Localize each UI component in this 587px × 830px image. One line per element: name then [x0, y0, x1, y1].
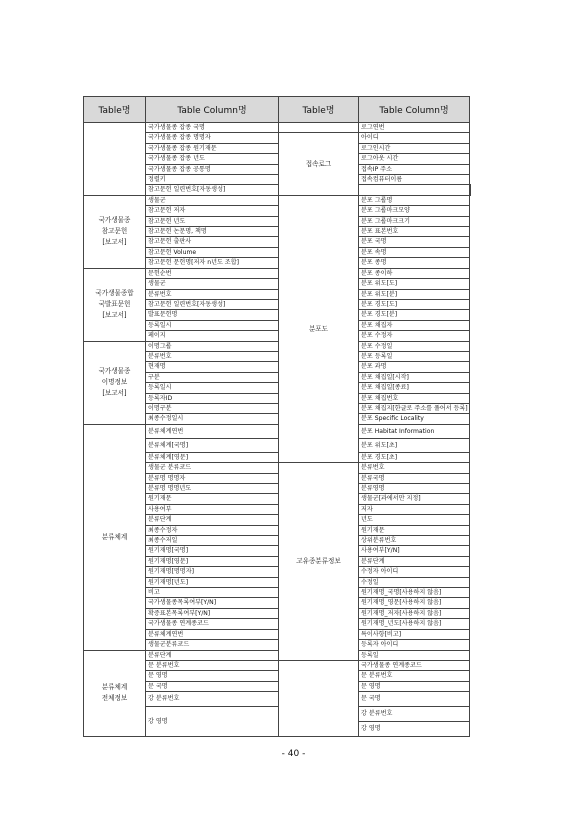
column-name-left: 국가생물종 잡종 명명자	[146, 133, 279, 143]
column-name-left: 생물군분류코드	[146, 640, 279, 650]
column-name-left: 분류단계	[146, 515, 279, 525]
column-name-right	[470, 185, 471, 195]
column-name-left: 문 분류번호	[146, 660, 279, 670]
column-name-left: 발표문헌명	[146, 310, 279, 320]
column-name-left: 분류체계[국명]	[146, 438, 279, 452]
column-name-left: 페이지	[146, 331, 279, 341]
column-name-left: 분류체계연번	[146, 629, 279, 639]
column-name-right: 로그아웃 시간	[359, 154, 470, 164]
column-name-right: 분포 과명	[359, 362, 470, 372]
column-name-right: 로그인시간	[359, 143, 470, 153]
column-name-left: 비고	[146, 588, 279, 598]
group-ref-report: 국가생물종 참고문헌 [보고서]	[84, 195, 146, 268]
column-name-left: 원기재명[영문]	[146, 556, 279, 566]
group-cell-empty	[279, 660, 359, 736]
column-name-left: 최종수저일	[146, 536, 279, 546]
column-name-right: 분포 속명	[359, 247, 470, 257]
column-name-left: 사용여부	[146, 504, 279, 514]
column-name-right: 분포 경도[분]	[359, 310, 470, 320]
table-row	[84, 195, 471, 205]
table-header-row	[84, 97, 471, 123]
table-row	[84, 424, 471, 438]
column-name-left: 분류명 명명년도	[146, 484, 279, 494]
column-name-right: 문 분류번호	[359, 671, 470, 681]
column-name-right: 강 영명	[359, 722, 470, 737]
group-distribution: 분포도	[279, 195, 359, 462]
column-name-right: 강 분류번호	[359, 707, 470, 722]
column-name-right: 문 국명	[359, 692, 470, 707]
column-name-right: 원기재명_년도[사용하지 않음]	[359, 619, 470, 629]
column-name-right: 분포 위도[도]	[359, 279, 470, 289]
column-name-left: 강 분류번호	[146, 692, 279, 707]
table-row	[84, 650, 471, 660]
group-cell-empty	[359, 185, 470, 195]
group-access-log: 접속로그	[279, 133, 359, 195]
column-name-left: 등록자ID	[146, 393, 279, 403]
column-name-right: 생물군[과에서만 지정]	[359, 494, 470, 504]
table-row	[84, 341, 471, 351]
group-endemic-info: 고유종분류정보	[279, 463, 359, 661]
column-name-left: 국가생물종 연계종코드	[146, 619, 279, 629]
group-cell-empty	[279, 123, 359, 133]
column-name-right: 원기재명_저자[사용하지 않음]	[359, 608, 470, 618]
column-name-right: 분포 Specific Locality	[359, 414, 470, 424]
column-name-left: 국가생물종 잡종 공통명	[146, 164, 279, 174]
column-name-right: 분포 채집번호	[359, 393, 470, 403]
column-name-right: 국가생물종 연계종코드	[359, 660, 470, 670]
column-name-left: 원기재명[명명자]	[146, 567, 279, 577]
column-name-left: 생물군	[146, 279, 279, 289]
column-name-left: 문 국명	[146, 681, 279, 691]
column-name-left: 문헌순번	[146, 268, 279, 278]
column-name-right: 분류번호	[359, 463, 470, 473]
column-name-left: 참고문헌 문헌명[저자 n년도 조합]	[146, 258, 279, 268]
column-name-right: 등록자 아이디	[359, 640, 470, 650]
column-name-right: 수정일	[359, 577, 470, 587]
column-name-left: 분류번호	[146, 351, 279, 361]
column-name-right: 분포 그룹마크모양	[359, 206, 470, 216]
column-definition-table	[83, 96, 471, 737]
column-name-right: 문 영명	[359, 681, 470, 691]
column-name-right: 분포 위도[분]	[359, 289, 470, 299]
column-name-right: 분포 경도[도]	[359, 299, 470, 309]
column-name-left: 분류체계연번	[146, 424, 279, 438]
column-name-left: 참고문헌 저자	[146, 206, 279, 216]
column-name-right: 분포 등록일	[359, 351, 470, 361]
header-column-name-2: Table Column명	[359, 97, 470, 123]
column-name-left: 강 영명	[146, 707, 279, 737]
column-name-right: 분류영명	[359, 484, 470, 494]
column-name-right: 사용여부[Y/N]	[359, 546, 470, 556]
header-table-name-2: Table명	[279, 97, 359, 123]
column-name-right: 저자	[359, 504, 470, 514]
column-name-left: 원기재명[국명]	[146, 546, 279, 556]
column-name-left: 국가생물종 잡종 원기재문	[146, 143, 279, 153]
column-name-right: 로그연번	[359, 123, 470, 133]
column-name-left: 분류번호	[146, 289, 279, 299]
column-name-right: 분포 채집지[한글로 주소를 풀어서 등록]	[359, 403, 470, 413]
column-name-right: 상위분류번호	[359, 536, 470, 546]
column-name-left: 분류체계[영문]	[146, 452, 279, 462]
column-name-left: 국가생물종 잡종 국명	[146, 123, 279, 133]
column-name-right: 분포 표본번호	[359, 227, 470, 237]
column-name-right: 분포 경도[초]	[359, 452, 470, 462]
group-cell-empty	[84, 123, 146, 196]
column-name-left: 이명구분	[146, 403, 279, 413]
column-name-left: 구분	[146, 372, 279, 382]
column-name-left: 최종수정자	[146, 525, 279, 535]
group-ref-publication: 국가생물종합 국발표문헌 [보고서]	[84, 268, 146, 341]
column-name-left: 국가생물종목록여부[Y/N]	[146, 598, 279, 608]
group-classification: 분류체계	[84, 424, 146, 650]
column-name-left: 확증표본목록여부[Y/N]	[146, 608, 279, 618]
column-name-left: 참고문헌 논문명, 책명	[146, 227, 279, 237]
column-name-left: 문 영명	[146, 671, 279, 681]
column-name-right: 분포 종이하	[359, 268, 470, 278]
column-name-right: 분포 채집일[시작]	[359, 372, 470, 382]
column-name-left: 최종수정일시	[146, 414, 279, 424]
column-name-left: 원기재문	[146, 494, 279, 504]
column-name-right: 아이디	[359, 133, 470, 143]
header-column-name-1: Table Column명	[146, 97, 279, 123]
column-name-left: 국가생물종 잡종 년도	[146, 154, 279, 164]
column-name-right: 분포 채집자	[359, 320, 470, 330]
column-name-right: 분포 그룹마크크기	[359, 216, 470, 226]
column-name-left: 참고문헌 출판사	[146, 237, 279, 247]
column-name-right: 접속컴퓨터이름	[359, 175, 470, 185]
column-name-left: 원기재명[년도]	[146, 577, 279, 587]
column-name-left: 참고문헌 일련번호[자동생성]	[146, 185, 279, 195]
column-name-right: 년도	[359, 515, 470, 525]
column-name-right: 특이사항[비고]	[359, 629, 470, 639]
column-name-right: 분포 종명	[359, 258, 470, 268]
group-classification-full: 분류체계 전체정보	[84, 650, 146, 737]
column-name-right: 분포 Habitat Information	[359, 424, 470, 438]
column-name-right: 분포 국명	[359, 237, 470, 247]
table-row	[84, 123, 471, 133]
column-name-right: 접속IP 주소	[359, 164, 470, 174]
column-name-right: 원기재명_영문[사용하지 않음]	[359, 598, 470, 608]
column-name-left: 정렬키	[146, 175, 279, 185]
column-name-left: 참고문헌 Volume	[146, 247, 279, 257]
page-number: - 40 -	[281, 749, 306, 759]
column-name-left: 분류명 명명자	[146, 473, 279, 483]
table-row	[84, 268, 471, 278]
column-name-right: 분류국명	[359, 473, 470, 483]
column-name-right: 분류단계	[359, 556, 470, 566]
column-name-right: 원기재문	[359, 525, 470, 535]
column-name-right: 원기재명_국명[사용하지 않음]	[359, 588, 470, 598]
column-name-left: 현재명	[146, 362, 279, 372]
column-name-left: 생물군	[146, 195, 279, 205]
column-name-right: 등록일	[359, 650, 470, 660]
column-name-left: 분류단계	[146, 650, 279, 660]
column-name-right: 분포 수정자	[359, 331, 470, 341]
column-name-left: 등록일시	[146, 383, 279, 393]
column-name-left: 참고문헌 년도	[146, 216, 279, 226]
group-species-name-info: 국가생물종 이명정보 [보고서]	[84, 341, 146, 424]
column-name-left: 생물군 분류코드	[146, 463, 279, 473]
column-name-right: 분포 그룹명	[359, 195, 470, 205]
column-name-right: 분포 위도[초]	[359, 438, 470, 452]
column-name-left: 참고문헌 일련번호[자동생성]	[146, 299, 279, 309]
column-name-right: 분포 수정일	[359, 341, 470, 351]
column-name-left: 이명그룹	[146, 341, 279, 351]
header-table-name-1: Table명	[84, 97, 146, 123]
column-name-right: 수정자 아이디	[359, 567, 470, 577]
column-name-right: 분포 채집일[종료]	[359, 383, 470, 393]
column-name-left: 등록일시	[146, 320, 279, 330]
